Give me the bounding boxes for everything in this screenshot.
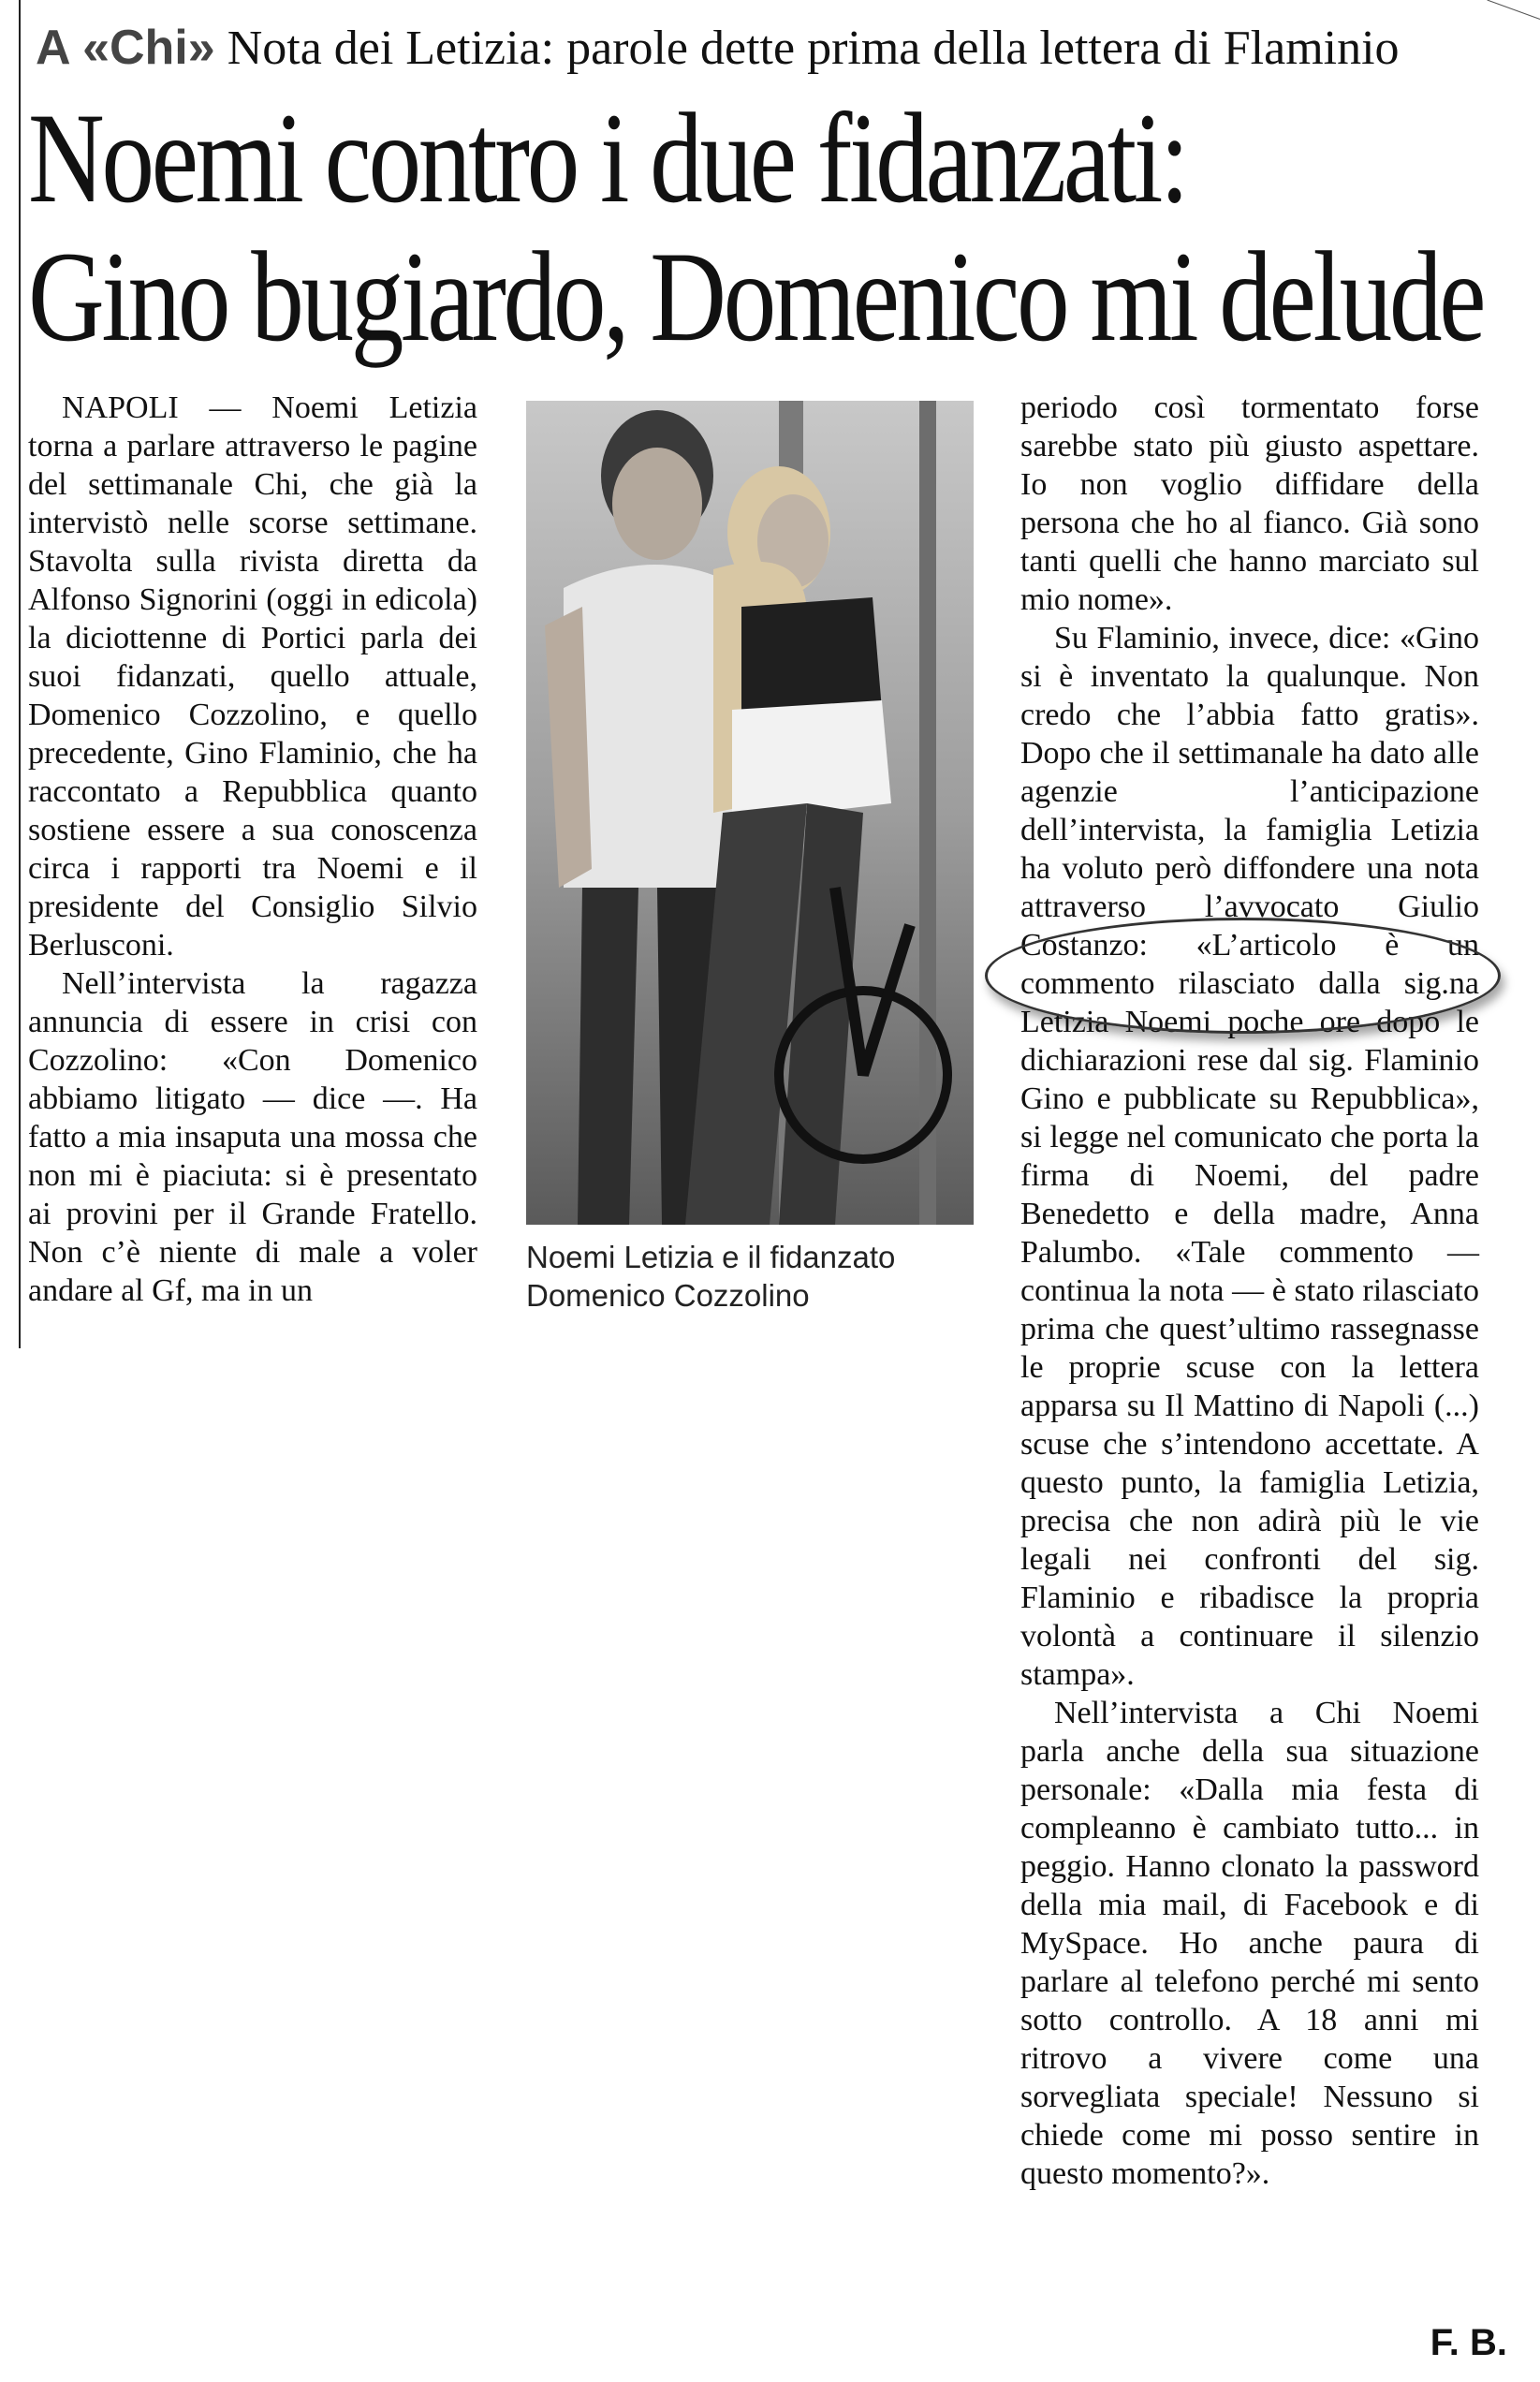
right-paragraph-2: Su Flaminio, invece, dice: «Gino si è inventato la qualunque. Non credo che l’abbia fatto gratis». Dopo che il settimanale ha dato alle agenzie l’anticipazione dell’intervista, la famiglia Letizia ha voluto però diffondere una nota attraverso l’avvocato Giulio Costanzo: «L’articolo è un commento rilasciato dalla sig.na Letizia Noemi poche ore dopo le dichiarazioni rese dal sig. Flaminio Gino e pubblicate su Repubblica», si legge nel comunicato che porta la firma di Noemi, del padre Benedetto e della madre, Anna Palumbo. «Tale commento — continua la nota — è stato rilasciato prima che quest’ultimo rassegnasse le proprie scuse con la lettera apparsa su Il Mattino di Napoli (...) scuse che s’intendono accettate. A questo punto, la famiglia Letizia, precisa che non adirà più le vie legali nei confronti del sig. Flaminio e ribadisce la propria volontà a continuare il silenzio stampa».: [1020, 621, 1479, 1692]
right-column: [1020, 389, 1479, 2193]
kicker-tag: A «Chi»: [36, 21, 215, 75]
kicker-text: Nota dei Letizia: parole dette prima della lettera di Flaminio: [227, 22, 1400, 75]
couple-photo-illustration: [526, 401, 974, 1225]
headline-line-2: Gino bugiardo, Domenico mi delude: [28, 225, 1484, 368]
photo-caption: Noemi Letizia e il fidanzato Domenico Cozzolino: [526, 1240, 896, 1313]
left-paragraph-2: Nell’intervista la ragazza annuncia di essere in crisi con Cozzolino: «Con Domenico abbiamo litigato — dice —. Ha fatto a mia insaputa una mossa che non mi è piaciuta: si è presentato ai provini per il Grande Fratello. Non c’è niente di male a voler andare al Gf, ma in un: [28, 966, 477, 1308]
right-paragraph-3: Nell’intervista a Chi Noemi parla anche della sua situazione personale: «Dalla mia festa di compleanno è cambiato tutto... in peggio. Hanno clonato la password della mia mail, di Facebook e di MySpace. Ho anche paura di parlare al telefono perché mi sento sotto controllo. A 18 anni mi ritrovo a vivere come una sorvegliata speciale! Nessuno si chiede come mi posso sentire in questo momento?».: [1020, 1696, 1479, 2191]
article-photo: [526, 401, 974, 1225]
right-paragraph-1: periodo così tormentato forse sarebbe stato più giusto aspettare. Io non voglio diffidare della persona che ho al fianco. Già sono tanti quelli che hanno marciato sul mio nome».: [1020, 390, 1479, 617]
left-column: [28, 389, 477, 1310]
left-margin-rule: [19, 0, 21, 1348]
headline: [28, 86, 1484, 368]
kicker: [36, 13, 1496, 83]
author-signature: F. B.: [1430, 2322, 1507, 2363]
headline-line-1: Noemi contro i due fidanzati:: [28, 86, 1187, 229]
left-paragraph-1: NAPOLI — Noemi Letizia torna a parlare attraverso le pagine del settimanale Chi, che già la intervistò nelle scorse settimane. Stavolta sulla rivista diretta da Alfonso Signorini (oggi in edicola) la diciottenne di Portici parla dei suoi fidanzati, quello attuale, Domenico Cozzolino, e quello precedente, Gino Flaminio, che ha raccontato a Repubblica quanto sostiene essere a sua conoscenza circa i rapporti tra Noemi e il presidente del Consiglio Silvio Berlusconi.: [28, 390, 477, 963]
